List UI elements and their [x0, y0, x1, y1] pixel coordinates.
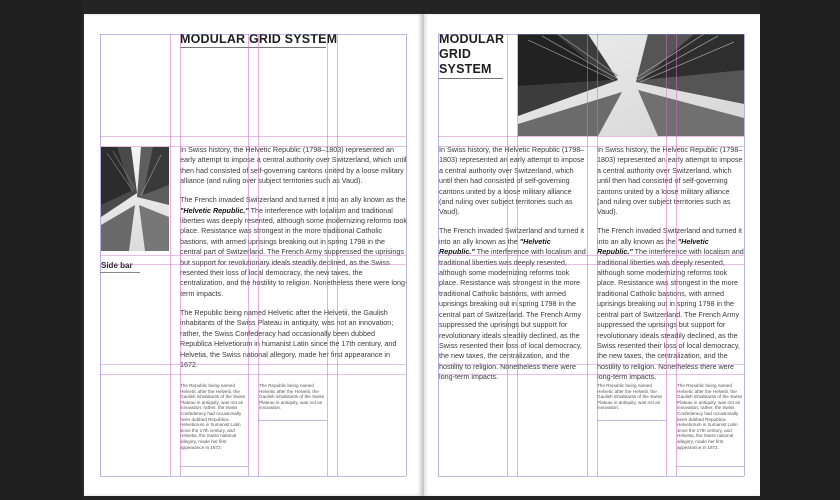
- right-title-underline: [439, 78, 503, 79]
- right-col2-paragraph-2: [597, 226, 745, 382]
- sidebar-label: Side bar: [101, 261, 133, 270]
- left-page-title: MODULAR GRID SYSTEM: [180, 32, 338, 46]
- left-paragraph-2: [180, 195, 408, 299]
- right-col1-paragraph-2: [439, 226, 587, 382]
- right-page-title: [439, 32, 504, 77]
- skyscrapers-photo-icon: [101, 147, 169, 251]
- left-paragraph-2-lead: The French invaded Switzerland and turned it into an ally known as the: [180, 195, 406, 205]
- workspace-margin-right: [760, 0, 840, 500]
- left-paragraph-3: The Republic being named Helvetic after the Helvetii, the Gaulish inhabitants of the Swiss Plateau in antiquity, was not an innovation; rather, the Swiss Confederacy had occasionally been dubbed Republica Helvetiorum in humanist Latin since the 17th century, and Helvetia, the Swiss national allegory, made her first appearance in 1672.: [180, 307, 397, 369]
- skyscrapers-photo-icon: [518, 34, 744, 136]
- left-paragraph-1: In Swiss history, the Helvetic Republic (1798–1803) represented an early attempt to impose a central authority over Switzerland, which until then had consisted of self-governing cantons united by a loose military alliance (and ruling over subject territories such as Vaud).: [180, 145, 407, 186]
- right-col1-paragraph-1: In Swiss history, the Helvetic Republic (1798–1803) represented an early attempt to impose a central authority over Switzerland, which until then had consisted of self-governing cantons united by a loose military alliance (and ruling over subject territories such as Vaud).: [439, 145, 585, 217]
- left-body-text: [180, 145, 408, 379]
- left-caption-1: The Republic being named Helvetic after the Helvetii, the Gaulish inhabitants of the Swiss Plateau in antiquity, was not an innovation; rather, the Swiss Confederacy had occasionally been dubbed Republica Helvetiorum in humanist Latin since the 17th century, and Helvetia, the Swiss national allegory, made her first appearance in 1672.: [180, 383, 246, 450]
- right-column-2-text: [597, 145, 745, 391]
- workspace-margin-left: [0, 0, 82, 500]
- workspace-margin-top: [82, 0, 760, 14]
- right-col1-paragraph-2-lead: The French invaded Switzerland and turned it into an ally known as the: [439, 226, 585, 246]
- right-col2-paragraph-1: In Swiss history, the Helvetic Republic (1798–1803) represented an early attempt to impose a central authority over Switzerland, which until then had consisted of self-governing cantons united by a loose military alliance (and ruling over subject territories such as Vaud).: [597, 145, 743, 217]
- right-col1-paragraph-2-emphasis: "Helvetic Republic.": [439, 236, 551, 257]
- left-paragraph-2-emphasis: "Helvetic Republic.": [180, 205, 249, 215]
- sidebar-underline: [100, 272, 140, 273]
- right-col1-paragraph-2-rest: The interference with localism and traditional liberties was deeply resented, although some modernizing reforms took place. Resistance was strongest in the more traditional Catholic bastions, with armed uprisings breaking out in spring 1798 in the central part of Switzerland. The French Army suppressed the uprisings but support for revolutionary ideals steadily declined, as the Swiss resented their loss of local democracy, the new taxes, the centralization, and the hostility to religion. Nonetheless there were long-term impacts.: [439, 247, 586, 382]
- right-title-line-1: MODULAR: [439, 32, 505, 46]
- left-title-underline: [180, 47, 326, 48]
- right-col2-paragraph-2-rest: The interference with localism and traditional liberties was deeply resented, although some modernizing reforms took place. Resistance was strongest in the more traditional Catholic bastions, with armed uprisings breaking out in spring 1798 in the central part of Switzerland. The French Army suppressed the uprisings but support for revolutionary ideals steadily declined, as the Swiss resented their loss of local democracy, the new taxes, the centralization, and the hostility to religion. Nonetheless there were long-term impacts.: [597, 247, 744, 382]
- left-caption-2: The Republic being named Helvetic after the Helvetii, the Gaulish inhabitants of the Swiss Plateau in antiquity, was not an innovation.: [259, 383, 325, 411]
- sidebar-photo: [101, 147, 169, 251]
- right-caption-1: The Republic being named Helvetic after the Helvetii, the Gaulish inhabitants of the Swiss Plateau in antiquity, was not an innovation.: [597, 383, 663, 411]
- workspace-margin-bottom: [82, 496, 760, 500]
- right-title-line-3: SYSTEM: [439, 62, 492, 76]
- right-column-1-text: [439, 145, 587, 391]
- header-photo: [518, 34, 744, 136]
- right-col2-paragraph-2-lead: The French invaded Switzerland and turned it into an ally known as the: [597, 226, 743, 246]
- right-title-line-2: GRID: [439, 47, 472, 61]
- right-caption-2: The Republic being named Helvetic after the Helvetii, the Gaulish inhabitants of the Swiss Plateau in antiquity, was not an innovation; rather, the Swiss Confederacy had occasionally been dubbed Republica Helvetiorum in humanist Latin since the 17th century, and Helvetia, the Swiss national allegory, made her first appearance in 1672.: [677, 383, 743, 450]
- page-spine: [422, 14, 424, 496]
- right-col2-paragraph-2-emphasis: "Helvetic Republic.": [597, 236, 709, 257]
- left-paragraph-2-rest: The interference with localism and traditional liberties was deeply resented, although some modernizing reforms took place. Resistance was strongest in the more traditional Catholic bastions, with armed uprisings breaking out in spring 1798 in the central part of Switzerland. The French Army suppressed the uprisings but support for revolutionary ideals steadily declined, as the Swiss resented their loss of local democracy, the new taxes, the centralization, and the hostility to religion. Nonetheless there were long-term impacts.: [180, 205, 408, 298]
